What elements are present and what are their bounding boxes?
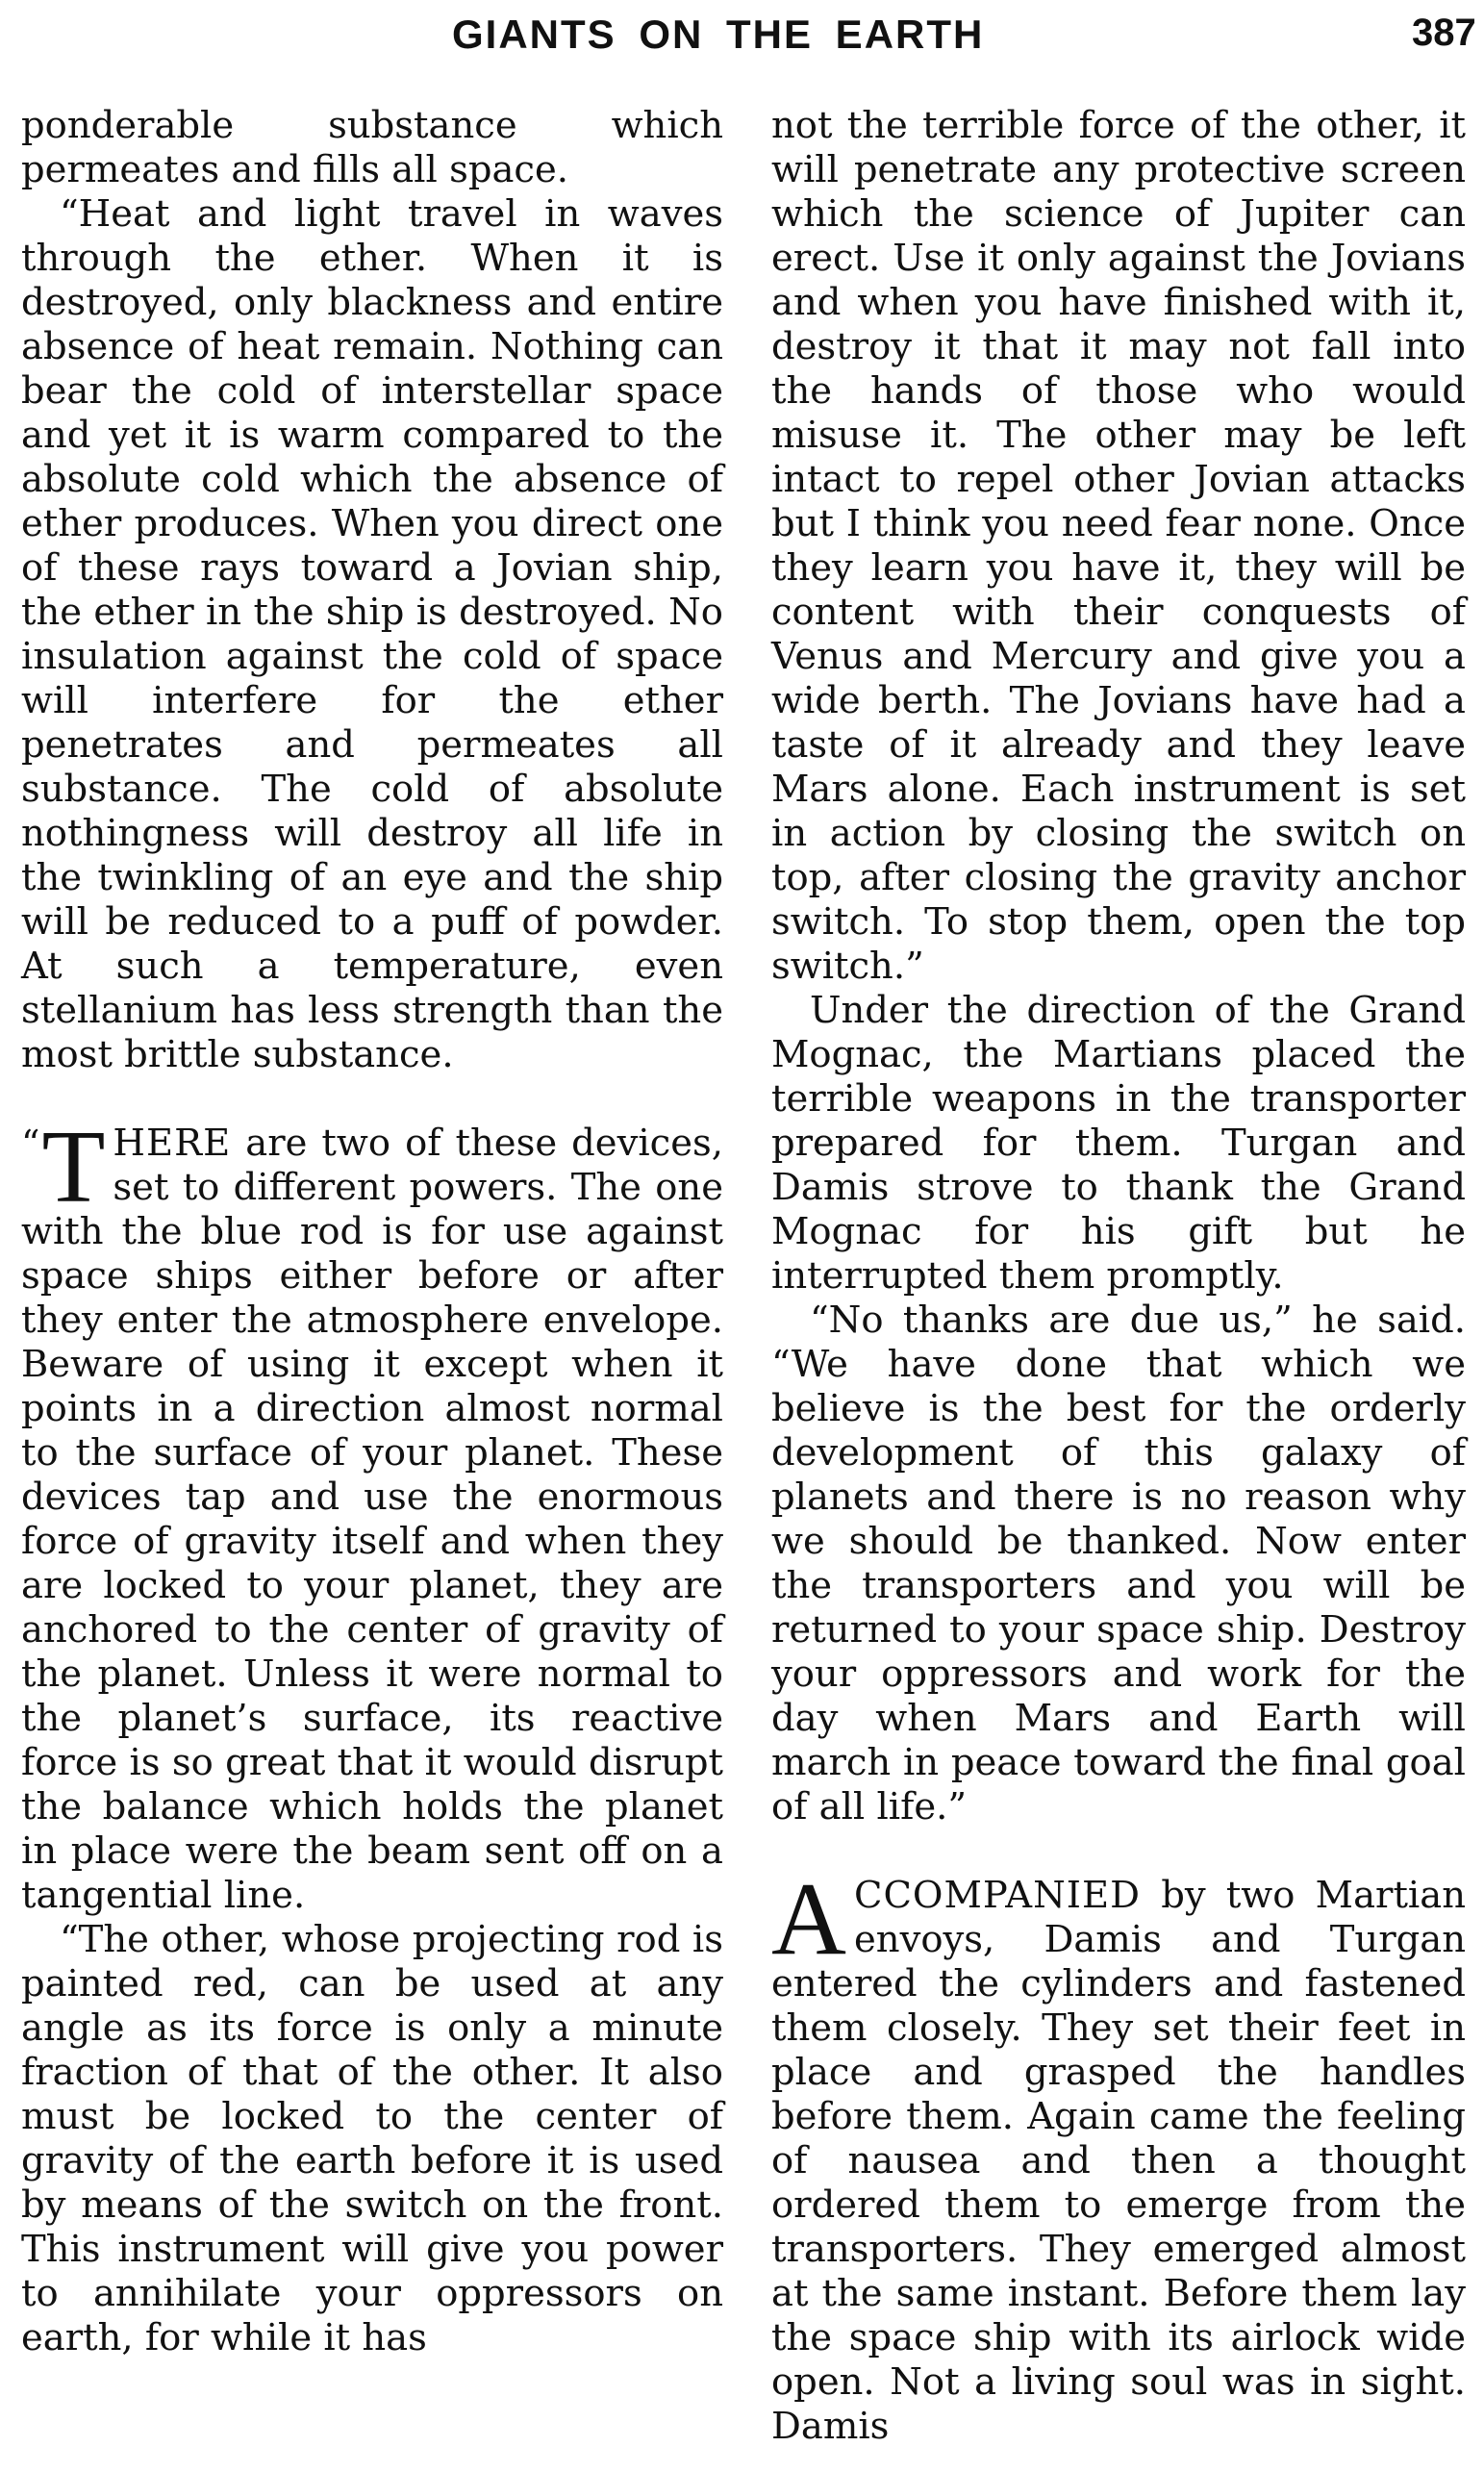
drop-cap-letter: A xyxy=(771,1862,846,1977)
section-gap xyxy=(771,1829,1466,1874)
section-gap xyxy=(21,1077,723,1122)
paragraph-continuation-right: not the terrible force of the other, it will penetrate any protective screen which the science of Jupiter can erect. Use it only against the Jovians and when you have finished with it, destroy it that it may not fall into the hands of those who would misuse it. The other may be left intact to repel other Jovian attacks but I think you need fear none. Once they learn you have it, they will be content with their conquests of Venus and Mercury and give you a wide berth. The Jovians have had a taste of it already and they leave Mars alone. Each instrument is set in action by closing the switch on top, after closing the gravity anchor switch. To stop them, open the top switch.” xyxy=(771,104,1466,988)
right-column xyxy=(771,104,1466,2449)
paragraph-devices-text: are two of these devices, set to different powers. The one with the blue rod is for use against space ships either before or after they enter the atmosphere envelope. Beware of using it except when it points in a direction almost normal to the surface of your planet. These devices tap and use the enormous force of gravity itself and when they are locked to your planet, they are anchored to the center of gravity of the planet. Unless it were normal to the planet’s surface, its reactive force is so great that it would disrupt the balance which holds the planet in place were the beam sent off on a tangential line. xyxy=(21,1122,723,1917)
paragraph-red-rod: “The other, whose projecting rod is painted red, can be used at any angle as its force is only a minute fraction of that of the other. It also must be locked to the center of gravity of the earth before it is used by means of the switch on the front. This instrument will give you power to annihilate your oppressors on earth, for while it has xyxy=(21,1918,723,2359)
paragraph-no-thanks: “No thanks are due us,” he said. “We have done that which we believe is the best for the orderly development of this galaxy of planets and there is no reason why we should be thanked. Now enter the transporters and you will be returned to your space ship. Destroy your oppressors and work for the day when Mars and Earth will march in peace toward the final goal of all life.” xyxy=(771,1299,1466,1829)
page-number: 387 xyxy=(1412,12,1476,54)
page-header xyxy=(0,8,1484,65)
paragraph-grand-mognac: Under the direction of the Grand Mognac, the Martians placed the terrible weapons in the transporter prepared for them. Turgan and Damis strove to thank the Grand Mognac for his gift but he interrupted them promptly. xyxy=(771,989,1466,1298)
paragraph-accompanied-text: by two Martian envoys, Damis and Turgan entered the cylinders and fastened them closely. They set their feet in place and grasped the handles before them. Again came the feeling of nausea and then a thought ordered them to emerge from the transporters. They emerged almost at the same instant. Before them lay the space ship with its airlock wide open. Not a living soul was in sight. Damis xyxy=(771,1874,1466,2448)
lead-word: CCOMPANIED xyxy=(854,1874,1141,1917)
left-column xyxy=(21,104,723,2360)
paragraph-devices xyxy=(21,1110,723,1918)
running-title: GIANTS ON THE EARTH xyxy=(452,12,985,57)
paragraph-accompanied xyxy=(771,1862,1466,2449)
paragraph-continuation: ponderable substance which permeates and fills all space. xyxy=(21,104,723,191)
paragraph-ether: “Heat and light travel in waves through the ether. When it is destroyed, only blackness and entire absence of heat remain. Nothing can bear the cold of interstellar space and yet it is warm compared to the absolute cold which the absence of ether produces. When you direct one of these rays toward a Jovian ship, the ether in the ship is destroyed. No insulation against the cold of space will interfere for the ether penetrates and permeates all substance. The cold of absolute nothingness will destroy all life in the twinkling of an eye and the ship will be reduced to a puff of powder. At such a temperature, even stellanium has less strength than the most brittle substance. xyxy=(21,192,723,1076)
drop-cap-letter: T xyxy=(41,1110,106,1224)
opening-quote: “ xyxy=(21,1122,40,1165)
lead-word: HERE xyxy=(113,1122,232,1165)
